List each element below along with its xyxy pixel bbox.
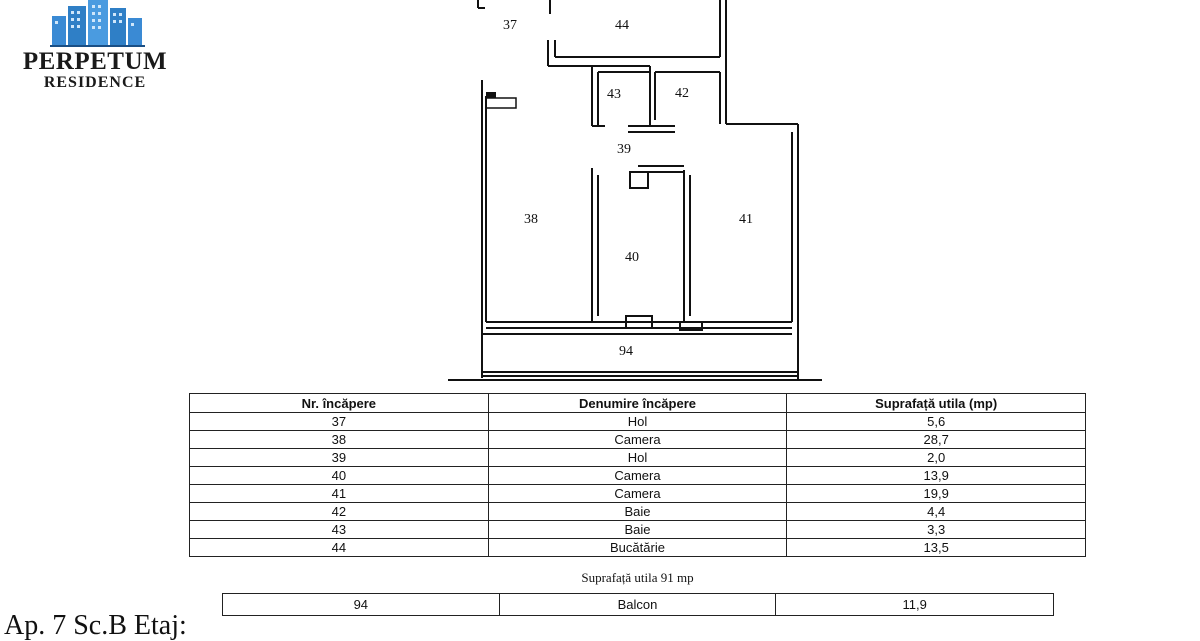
table-row [190,503,1086,521]
room-area-cell: 11,9 [776,594,1054,616]
room-label: 44 [615,18,629,33]
room-name-cell: Camera [488,485,787,503]
room-label: 39 [617,142,631,157]
brand-logo [10,0,180,96]
room-name-cell: Camera [488,431,787,449]
apartment-caption: Ap. 7 Sc.B Etaj: [4,610,187,641]
table-row [190,449,1086,467]
room-name-cell: Hol [488,413,787,431]
room-area-cell: 19,9 [787,485,1086,503]
room-number-cell: 38 [190,431,489,449]
room-label: 43 [607,87,621,102]
room-area-cell: 13,5 [787,539,1086,557]
balcony-table [222,593,1054,616]
room-label: 37 [503,18,517,33]
room-label: 40 [625,250,639,265]
room-name-cell: Hol [488,449,787,467]
table-row [190,467,1086,485]
table-row [190,485,1086,503]
room-area-cell: 5,6 [787,413,1086,431]
table-row [190,413,1086,431]
room-number-cell: 41 [190,485,489,503]
room-area-cell: 28,7 [787,431,1086,449]
column-header: Nr. încăpere [190,394,489,413]
floor-plan-drawing [440,0,840,385]
room-area-cell: 4,4 [787,503,1086,521]
room-name-cell: Bucătărie [488,539,787,557]
room-label: 42 [675,86,689,101]
room-label: 41 [739,212,753,227]
column-header: Denumire încăpere [488,394,787,413]
table-row [223,594,1054,616]
column-header: Suprafață utila (mp) [787,394,1086,413]
room-area-cell: 2,0 [787,449,1086,467]
buildings-icon [50,0,145,48]
room-number-cell: 94 [223,594,500,616]
logo-subtitle: RESIDENCE [43,74,147,91]
room-number-cell: 37 [190,413,489,431]
room-number-cell: 44 [190,539,489,557]
room-number-cell: 39 [190,449,489,467]
room-label: 38 [524,212,538,227]
rooms-table [189,393,1086,557]
room-name-cell: Baie [488,503,787,521]
room-number-cell: 40 [190,467,489,485]
room-name-cell: Baie [488,521,787,539]
room-number-cell: 43 [190,521,489,539]
table-row [190,521,1086,539]
floor-plan [440,0,840,385]
room-area-cell: 13,9 [787,467,1086,485]
room-name-cell: Balcon [499,594,776,616]
room-area-cell: 3,3 [787,521,1086,539]
table-row [190,539,1086,557]
table-row [190,431,1086,449]
total-area-label: Suprafață utila 91 mp [581,570,694,585]
table-header-row [190,394,1086,413]
room-label: 94 [619,344,633,359]
room-number-cell: 42 [190,503,489,521]
logo-name: PERPETUM [22,48,168,75]
room-name-cell: Camera [488,467,787,485]
